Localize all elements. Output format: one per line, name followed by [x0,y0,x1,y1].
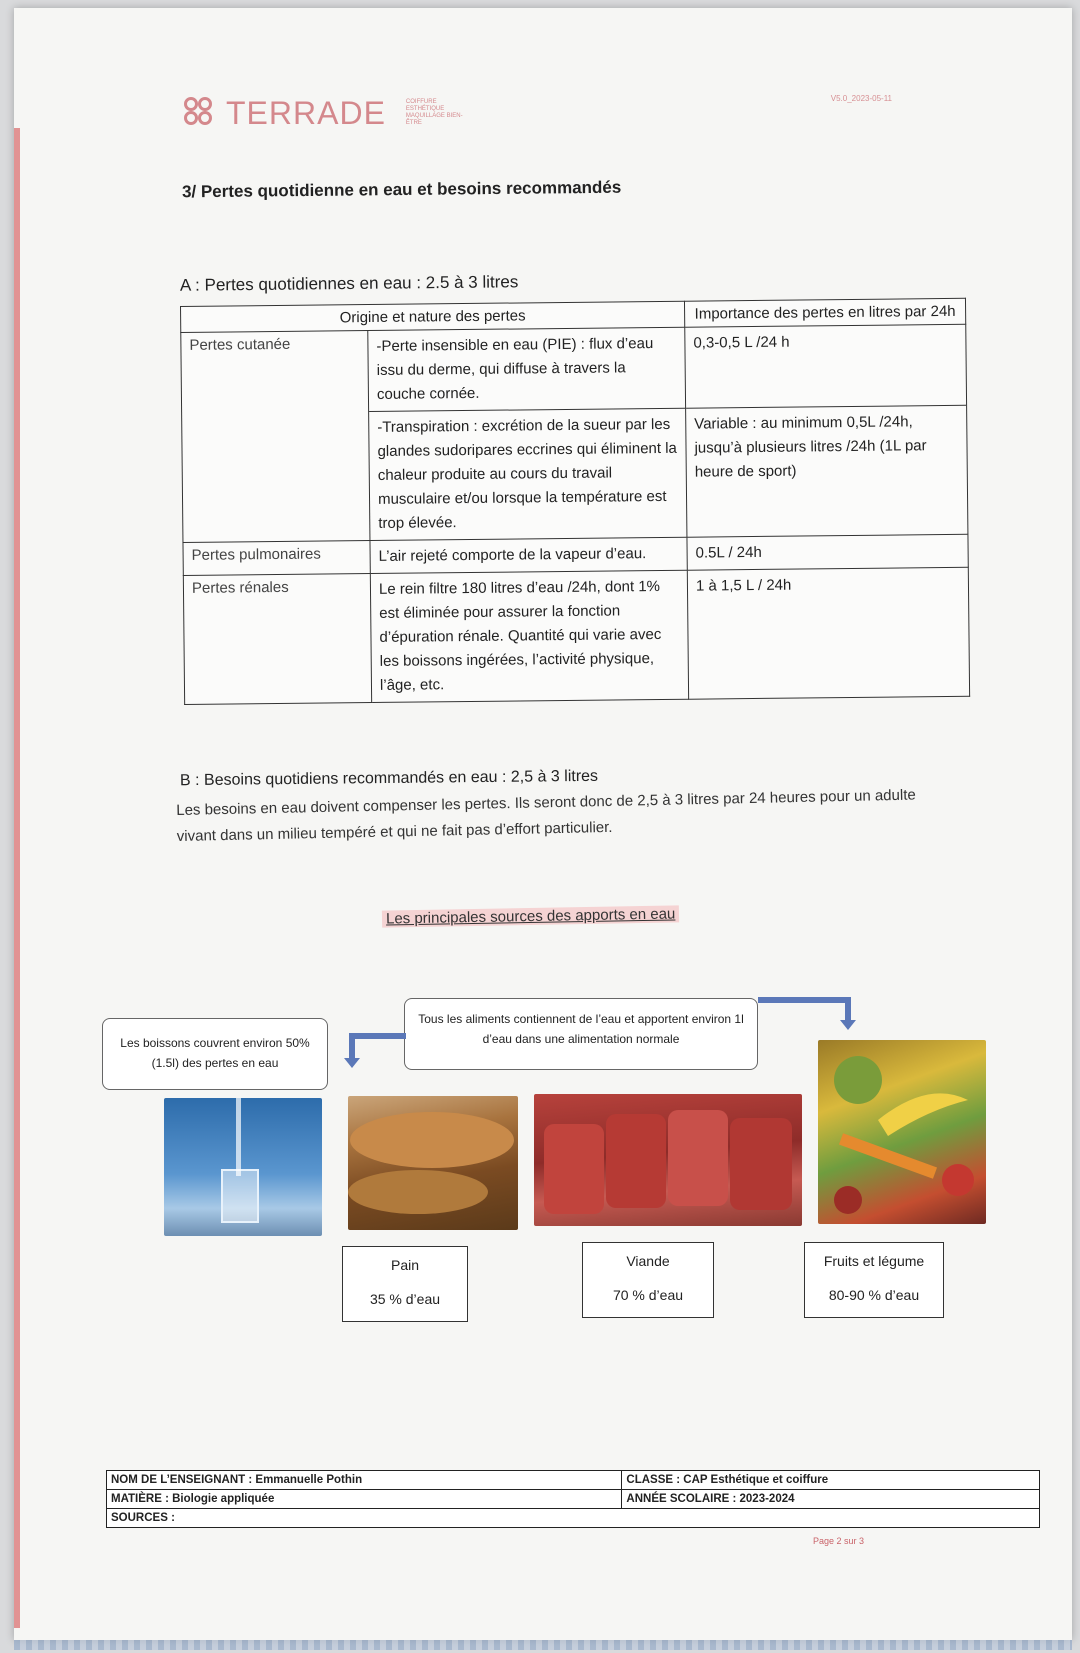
drinks-info-box: Les boissons couvrent environ 50% (1.5l) des pertes en eau [102,1018,328,1090]
row-description [368,327,687,540]
version-label: V5.0_2023-05-11 [830,94,892,103]
row-description: L’air rejeté comporte de la vapeur d’eau. [370,537,687,573]
meat-water-percent: 70 % d’eau [612,1287,684,1303]
row-category: Pertes cutanée [181,331,370,543]
sources-title: Les principales sources des apports en eau [382,905,680,927]
bread-label [342,1246,468,1322]
bread-water-percent: 35 % d’eau [369,1291,441,1307]
logo-name: TERRADE [226,94,386,131]
bread-image [348,1096,518,1230]
table-header-amount: Importance des pertes en litres par 24h [684,298,965,327]
footer-class: CLASSE : CAP Esthétique et coiffure [622,1471,1040,1490]
water-loss-table [180,298,970,705]
arrow-left-icon [344,1030,410,1070]
binder-strip [14,1640,1072,1650]
row-category: Pertes rénales [183,574,371,705]
row-value-part: 0,3-0,5 L /24 h [693,333,790,352]
part-b-title: B : Besoins quotidiens recommandés en eau : 2,5 à 3 litres [179,767,599,790]
row-category: Pertes pulmonaires [183,541,370,576]
table-header-origin: Origine et nature des pertes [181,301,685,332]
row-value: 0.5L / 24h [687,534,968,570]
footer-sources: SOURCES : [107,1509,1040,1528]
footer-info [106,1470,1040,1528]
bread-name: Pain [390,1257,420,1273]
logo-mark-icon [184,97,216,129]
meat-image [534,1094,802,1226]
foods-info-box: Tous les aliments contiennent de l’eau et apportent environ 1l d’eau dans une alimentation normale [404,998,758,1070]
arrow-right-icon [758,994,858,1032]
logo-tagline: COIFFURE ESTHÉTIQUE MAQUILLAGE BIEN-ÊTRE [405,99,463,126]
page-number: Page 2 sur 3 [812,1536,864,1546]
row-value: 1 à 1,5 L / 24h [687,567,969,699]
section-title: 3/ Pertes quotidienne en eau et besoins recommandés [181,177,622,202]
footer-year: ANNÉE SCOLAIRE : 2023-2024 [622,1490,1040,1509]
fruits-label [804,1242,944,1318]
part-b-paragraph: Les besoins en eau doivent compenser les pertes. Ils seront donc de 2,5 à 3 litres par 24 heures pour un adulte vivant dans un milieu tempéré et qui ne fait pas d’effort particulier. [176,786,916,845]
water-glass-image [164,1098,322,1236]
fruits-name: Fruits et légume [823,1253,925,1269]
row-description-part: -Transpiration : excrétion de la sueur par les glandes sudoripares eccrines qui éliminent la chaleur produite au cours du travail musculaire et/ou lorsque la température est trop élevée. [369,408,686,536]
row-description: Le rein filtre 180 litres d’eau /24h, dont 1% est éliminée pour assurer la fonction d’épuration rénale. Quantité qui varie avec les boissons ingérées, l’activité physique, l’âge, etc. [370,570,688,702]
row-value-part: Variable : au minimum 0,5L /24h, jusqu’à plusieurs litres /24h (1L par heure de sport) [686,405,967,531]
meat-name: Viande [626,1253,670,1269]
row-description-part: -Perte insensible en eau (PIE) : flux d’eau issu du derme, qui diffuse à travers la couche cornée. [376,335,654,403]
fruits-water-percent: 80-90 % d’eau [828,1287,920,1303]
part-a-title: A : Pertes quotidiennes en eau : 2.5 à 3 litres [179,272,519,295]
fruits-vegetables-image [818,1040,986,1224]
binder-edge [14,128,20,1628]
meat-label [582,1242,714,1318]
footer-subject: MATIÈRE : Biologie appliquée [107,1490,622,1509]
table-row [183,567,969,704]
school-logo [184,88,466,138]
table-row [181,324,968,542]
row-value [685,324,968,537]
document-page [14,8,1072,1640]
footer-teacher: NOM DE L’ENSEIGNANT : Emmanuelle Pothin [107,1471,622,1490]
